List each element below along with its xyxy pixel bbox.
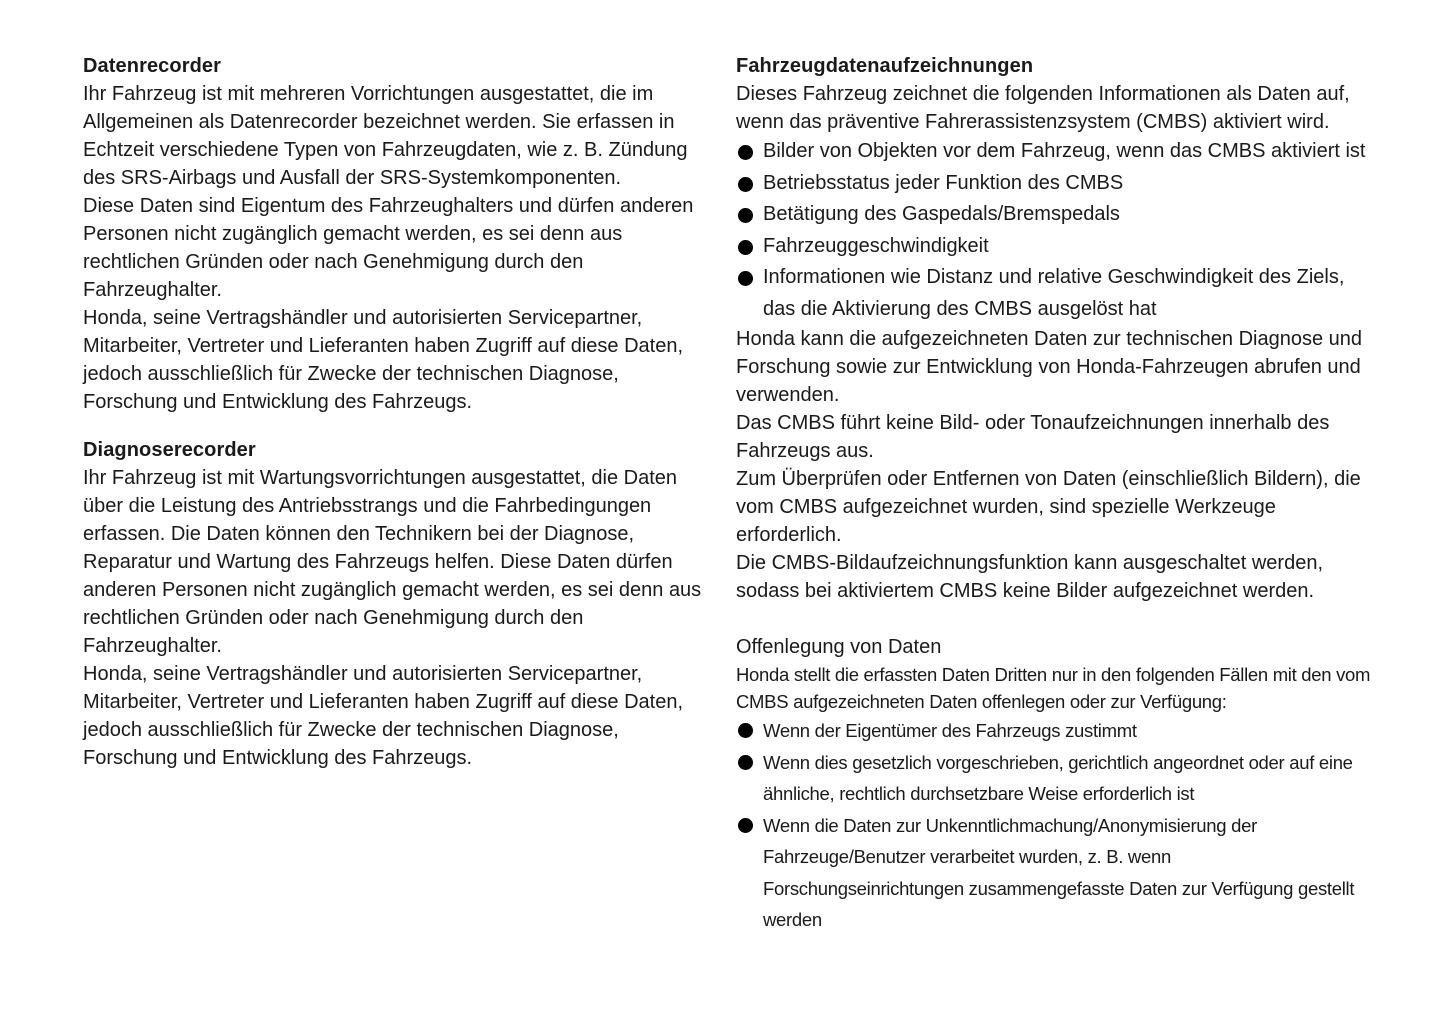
bullet-dot-icon [738,755,753,770]
section-spacer [83,416,708,436]
bullet-dot-icon [738,818,753,833]
list-item-text: Wenn dies gesetzlich vorgeschrieben, gerichtlich angeordnet oder auf eine ähnliche, rechtlich durchsetzbare Weise erforderlich ist [763,751,1353,804]
list-item [736,810,1376,936]
list-item [736,136,1376,168]
diagnoserecorder-paragraph: Ihr Fahrzeug ist mit Wartungsvorrichtungen ausgestattet, die Daten über die Leistung des Antriebsstrangs und die Fahrbedingungen erfassen. Die Daten können den Technikern bei der Diagnose, Reparatur und Wartung des Fahrzeugs helfen. Diese Daten dürfen anderen Personen nicht zugänglich gemacht werden, es sei denn aus rechtlichen Gründen oder nach Genehmigung durch den Fahrzeughalter. [83,467,702,657]
diagnoserecorder-paragraph: Honda, seine Vertragshändler und autorisierten Servicepartner, Mitarbeiter, Vertreter und Lieferanten haben Zugriff auf diese Daten, jedoch ausschließlich für Zwecke der technischen Diagnose, Forschung und Entwicklung des Fahrzeugs. [83,663,683,769]
list-item [736,231,1376,263]
list-item-text: Wenn die Daten zur Unkenntlichmachung/Anonymisierung der Fahrzeuge/Benutzer verarbeitet wurden, z. B. wenn Forschungseinrichtungen zusammengefasste Daten zur Verfügung gestellt werden [763,814,1355,930]
list-item [736,168,1376,200]
bullet-dot-icon [738,177,753,192]
list-item-text: Bilder von Objekten vor dem Fahrzeug, wenn das CMBS aktiviert ist [763,140,1366,162]
list-item-text: Informationen wie Distanz und relative Geschwindigkeit des Ziels, das die Aktivierung des CMBS ausgelöst hat [763,266,1345,320]
section-spacer [736,605,1376,633]
section-title-diagnoserecorder: Diagnoserecorder [83,439,256,461]
list-item [736,262,1376,325]
fahrzeugdaten-paragraph: Das CMBS führt keine Bild- oder Tonaufzeichnungen innerhalb des Fahrzeugs aus. [736,412,1330,462]
offenlegung-intro: Honda stellt die erfassten Daten Dritten nur in den folgenden Fällen mit den vom CMBS aufgezeichneten Daten offenlegen oder zur Verfügung: [736,664,1371,712]
section-title-fahrzeugdaten: Fahrzeugdatenaufzeichnungen [736,55,1034,77]
list-item [736,715,1376,747]
list-item [736,199,1376,231]
list-item [736,747,1376,810]
bullet-dot-icon [738,240,753,255]
fahrzeugdaten-intro: Dieses Fahrzeug zeichnet die folgenden Informationen als Daten auf, wenn das präventive Fahrerassistenzsystem (CMBS) aktiviert wird. [736,83,1350,133]
fahrzeugdaten-paragraph: Zum Überprüfen oder Entfernen von Daten (einschließlich Bildern), die vom CMBS aufgezeichnet wurden, sind spezielle Werkzeuge erforderlich. [736,468,1361,546]
subsection-title-offenlegung: Offenlegung von Daten [736,636,942,658]
section-title-datenrecorder: Datenrecorder [83,55,222,77]
datenrecorder-paragraph: Honda, seine Vertragshändler und autorisierten Servicepartner, Mitarbeiter, Vertreter und Lieferanten haben Zugriff auf diese Daten, jedoch ausschließlich für Zwecke der technischen Diagnose, Forschung und Entwicklung des Fahrzeugs. [83,307,683,413]
bullet-dot-icon [738,208,753,223]
bullet-dot-icon [738,271,753,286]
recorded-data-list [736,136,1376,325]
fahrzeugdaten-paragraph: Die CMBS-Bildaufzeichnungsfunktion kann ausgeschaltet werden, sodass bei aktiviertem CMBS keine Bilder aufgezeichnet werden. [736,552,1324,602]
bullet-dot-icon [738,723,753,738]
list-item-text: Betätigung des Gaspedals/Bremspedals [763,203,1120,225]
datenrecorder-paragraph: Diese Daten sind Eigentum des Fahrzeughalters und dürfen anderen Personen nicht zugänglich gemacht werden, es sei denn aus rechtlichen Gründen oder nach Genehmigung durch den Fahrzeughalter. [83,195,694,301]
left-column [83,52,708,772]
list-item-text: Wenn der Eigentümer des Fahrzeugs zustimmt [763,720,1137,741]
right-column [736,52,1376,936]
bullet-dot-icon [738,145,753,160]
disclosure-list [736,715,1376,936]
list-item-text: Betriebsstatus jeder Funktion des CMBS [763,171,1124,194]
list-item-text: Fahrzeuggeschwindigkeit [763,234,989,257]
fahrzeugdaten-paragraph: Honda kann die aufgezeichneten Daten zur technischen Diagnose und Forschung sowie zur Entwicklung von Honda-Fahrzeugen abrufen und verwenden. [736,328,1362,406]
datenrecorder-paragraph: Ihr Fahrzeug ist mit mehreren Vorrichtungen ausgestattet, die im Allgemeinen als Datenrecorder bezeichnet werden. Sie erfassen in Echtzeit verschiedene Typen von Fahrzeugdaten, wie z. B. Zündung des SRS-Airbags und Ausfall der SRS-Systemkomponenten. [83,83,688,189]
